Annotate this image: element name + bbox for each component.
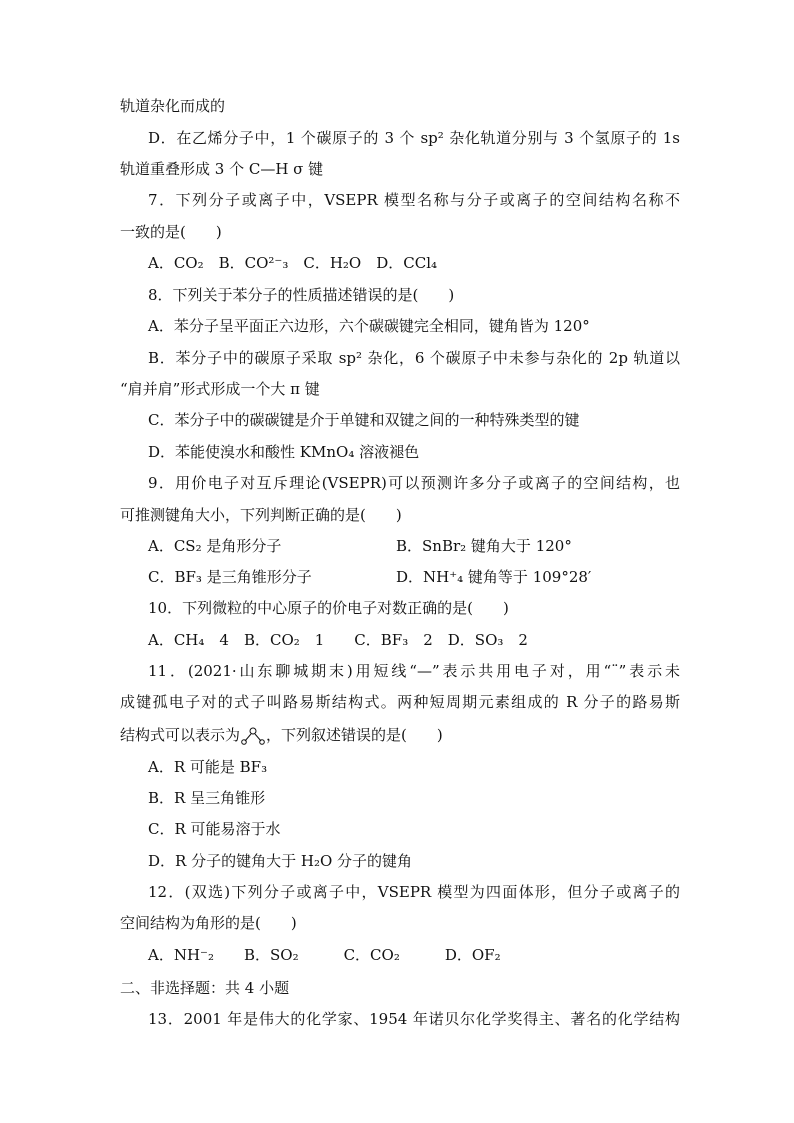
question-8: 8．下列关于苯分子的性质描述错误的是( ) bbox=[148, 286, 455, 304]
text-line: 结构式可以表示为 ，下列叙述错误的是( ) bbox=[120, 726, 443, 744]
question-12: 12．(双选)下列分子或离子中，VSEPR 模型为四面体形，但分子或离子的 bbox=[148, 883, 680, 901]
option-d: D．苯能使溴水和酸性 KMnO₄ 溶液褪色 bbox=[148, 443, 420, 461]
question-10: 10．下列微粒的中心原子的价电子对数正确的是( ) bbox=[148, 599, 509, 617]
section-heading: 二、非选择题：共 4 小题 bbox=[120, 979, 290, 997]
text-line: 一致的是( ) bbox=[120, 223, 222, 241]
question-12-options: A．NH⁻₂ B．SO₂ C．CO₂ D．OF₂ bbox=[148, 946, 501, 964]
question-9: 9．用价电子对互斥理论(VSEPR)可以预测许多分子或离子的空间结构，也 bbox=[148, 474, 680, 492]
option-d: D．R 分子的键角大于 H₂O 分子的键角 bbox=[148, 852, 413, 870]
question-10-options: A．CH₄ 4 B．CO₂ 1 C．BF₃ 2 D．SO₃ 2 bbox=[148, 631, 528, 649]
text-line: 轨道杂化而成的 bbox=[120, 97, 226, 115]
option-b: B．苯分子中的碳原子采取 sp² 杂化，6 个碳原子中未参与杂化的 2p 轨道以 bbox=[148, 349, 680, 367]
option-c: C．BF₃ 是三角锥形分子 bbox=[148, 568, 312, 586]
text-line: “肩并肩”形式形成一个大 π 键 bbox=[120, 380, 320, 398]
text-line: 成键孤电子对的式子叫路易斯结构式。两种短周期元素组成的 R 分子的路易斯 bbox=[120, 693, 680, 711]
option-c: C．苯分子中的碳碳键是介于单键和双键之间的一种特殊类型的键 bbox=[148, 411, 580, 429]
option-b: B．SnBr₂ 键角大于 120° bbox=[396, 537, 572, 555]
option-d: D．NH⁺₄ 键角等于 109°28′ bbox=[396, 568, 592, 586]
option-a: A．R 可能是 BF₃ bbox=[148, 758, 268, 776]
text-line: 轨道重叠形成 3 个 C—H σ 键 bbox=[120, 160, 324, 178]
question-7-options: A．CO₂ B．CO²⁻₃ C．H₂O D．CCl₄ bbox=[148, 254, 438, 272]
option-d: D．在乙烯分子中，1 个碳原子的 3 个 sp² 杂化轨道分别与 3 个氢原子的 1s bbox=[148, 129, 680, 147]
option-a: A．苯分子呈平面正六边形，六个碳碳键完全相同，键角皆为 120° bbox=[148, 317, 590, 335]
lewis-structure-icon bbox=[240, 726, 266, 746]
option-a: A．CS₂ 是角形分子 bbox=[148, 537, 282, 555]
question-7: 7．下列分子或离子中，VSEPR 模型名称与分子或离子的空间结构名称不 bbox=[148, 191, 680, 209]
option-b: B．R 呈三角锥形 bbox=[148, 789, 266, 807]
question-11: 11．(2021·山东聊城期末)用短线“—”表示共用电子对，用“¨”表示未 bbox=[148, 662, 680, 680]
text-line: 空间结构为角形的是( ) bbox=[120, 914, 297, 932]
question-13: 13．2001 年是伟大的化学家、1954 年诺贝尔化学奖得主、著名的化学结构 bbox=[148, 1010, 680, 1028]
text-line: 可推测键角大小，下列判断正确的是( ) bbox=[120, 506, 402, 524]
option-c: C．R 可能易溶于水 bbox=[148, 820, 281, 838]
